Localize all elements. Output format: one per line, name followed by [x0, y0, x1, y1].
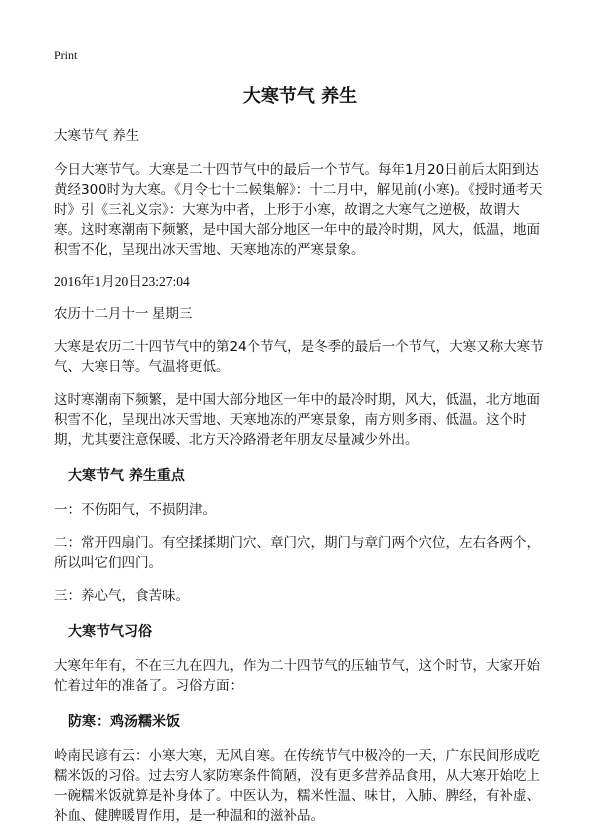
print-link[interactable]: Print [54, 48, 78, 62]
section-heading-customs: 大寒节气习俗 [68, 624, 152, 640]
article-subtitle: 大寒节气 养生 [54, 128, 140, 144]
intro-paragraph: 今日大寒节气。大寒是二十四节气中的最后一个节气。每年1月20日前后太阳到达黄经300时为大寒。《月令七十二候集解》：十二月中，解见前(小寒)。《授时通考天时》引《三礼义宗》：大寒为中者，上形于小寒，故谓之大寒气之逆极，故谓大寒。这时寒潮南下频繁，是中国大部分地区一年中的最冷时期，风大，低温，地面积雪不化，呈现出冰天雪地、天寒地冻的严寒景象。 [54, 162, 543, 258]
section-heading-health-points: 大寒节气 养生重点 [68, 468, 185, 484]
customs-paragraph: 岭南民谚有云：小寒大寒，无风自寒。在传统节气中极冷的一天，广东民间形成吃糯米饭的习俗。过去穷人家防寒条件简陋，没有更多营养品食用，从大寒开始吃上一碗糯米饭就算是补身体了。中医认为，糯米性温、味甘，入肺、脾经，有补虚、补血、健脾暖胃作用，是一种温和的滋补品。 [54, 748, 540, 824]
lunar-date: 农历十二月十一 星期三 [54, 306, 193, 321]
health-point-1: 一：不伤阳气，不损阴津。 [54, 502, 216, 518]
health-point-2: 二：常开四扇门。有空揉揉期门穴、章门穴，期门与章门两个穴位，左右各两个，所以叫它们四门。 [54, 535, 540, 571]
section-heading-cold-prevention: 防寒：鸡汤糯米饭 [68, 714, 180, 730]
paragraph-dahan-definition: 大寒是农历二十四节气中的第24个节气，是冬季的最后一个节气，大寒又称大寒节气、大寒日等。气温将更低。 [54, 339, 544, 375]
page-title: 大寒节气 养生 [242, 86, 358, 107]
customs-intro-paragraph: 大寒年年有，不在三九在四九，作为二十四节气的压轴节气，这个时节，大家开始忙着过年的准备了。习俗方面： [54, 658, 540, 694]
publish-datetime: 2016年1月20日23:27:04 [54, 274, 190, 289]
health-point-3: 三：养心气，食苦味。 [54, 588, 189, 604]
paragraph-cold-wave: 这时寒潮南下频繁，是中国大部分地区一年中的最冷时期，风大，低温，北方地面积雪不化，呈现出冰天雪地、天寒地冻的严寒景象，南方则多雨、低温。这个时期，尤其要注意保暖、北方天冷路滑老年朋友尽量减少外出。 [54, 392, 540, 448]
